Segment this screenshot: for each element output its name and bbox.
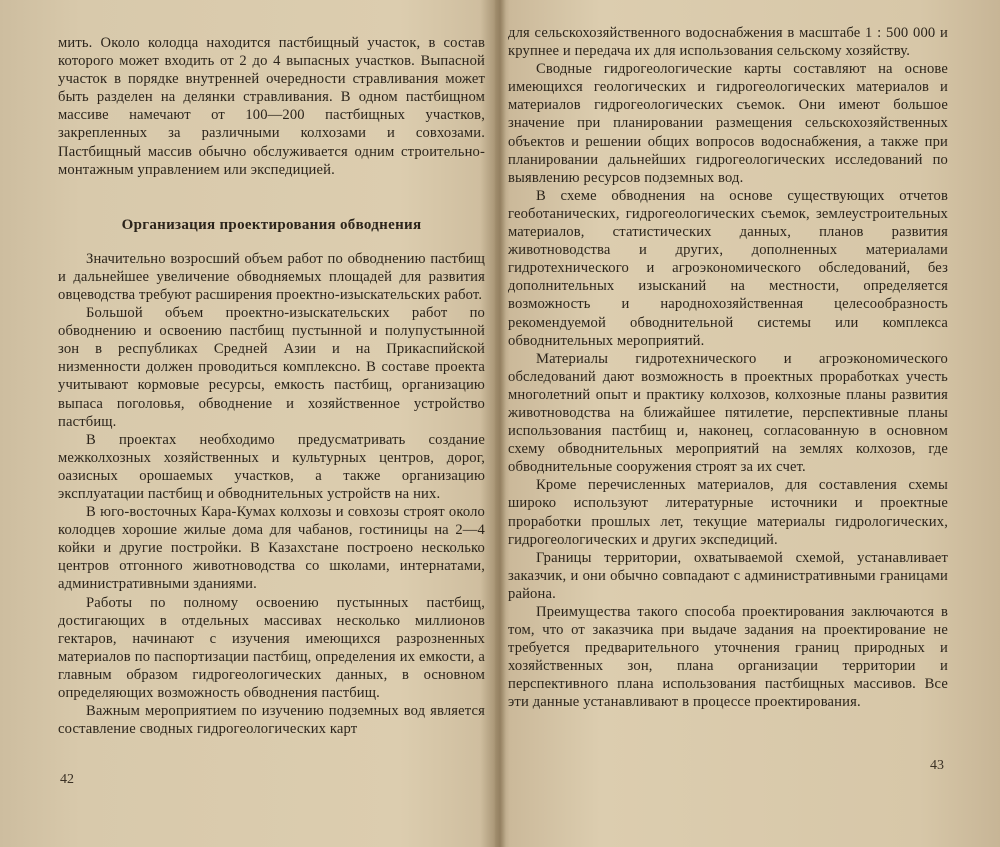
left-paragraph-6: Работы по полному освоению пустынных пастбищ, достигающих в отдельных массивах несколько миллионов гектаров, начинают с изучения имеющихся разрозненных материалов по паспортизации пастбищ, определения их емкости, а главным образом гидрогеологических данных, в основном определяющих возможность обводнения пастбищ. <box>58 594 485 701</box>
right-paragraph-2: Сводные гидрогеологические карты составляют на основе имеющихся геологических и гидрогеологических материалов и материалов гидрогеологических съемок. Они имеют большое значение при планировании размещения сельскохозяйственных объектов и решении общих вопросов водоснабжения, а также при планировании дальнейших гидрогеологических исследований по выявлению ресурсов подземных вод. <box>508 61 948 186</box>
page-number-left: 42 <box>60 772 74 787</box>
right-paragraph-4: Материалы гидротехнического и агроэкономического обследований дают возможность в проектных проработках учесть многолетний опыт и практику колхозов, колхозные планы развития животноводства на ближайшее пятилетие, перспективные планы использования пастбищ и, наконец, согласованную в основном схему обводнительных мероприятий на землях колхозов, где обводнительные сооружения строят за их счет. <box>508 350 948 476</box>
section-heading: Организация проектирования обводнения <box>121 216 422 233</box>
right-paragraph-1: для сельскохозяйственного водоснабжения в масштабе 1 : 500 000 и крупнее и передача их для использования сельскому хозяйству. <box>508 25 948 60</box>
left-paragraph-1: мить. Около колодца находится пастбищный участок, в состав которого может входить от 2 до 4 выпасных участков. Выпасной участок в порядке внутренней очередности стравливания может быть разделен на делянки стравливания. В одном пастбищном массиве намечают от 100—200 пастбищных участков, закрепленных за различными колхозами и совхозами. Пастбищный массив обычно обслуживается одним строительно-монтажным управлением или экспедицией. <box>58 35 485 178</box>
right-paragraph-6: Границы территории, охватываемой схемой, устанавливает заказчик, и они обычно совпадают с административными границами района. <box>508 549 948 602</box>
left-page <box>0 0 497 847</box>
page-number-right: 43 <box>930 758 944 773</box>
left-paragraph-2: Значительно возросший объем работ по обводнению пастбищ и дальнейшее увеличение обводняемых площадей для развития овцеводства требуют расширения проектно-изыскательских работ. <box>58 250 485 303</box>
left-paragraph-5: В юго-восточных Кара-Кумах колхозы и совхозы строят около колодцев хорошие жилые дома для чабанов, гостиницы на 2—4 койки и другие постройки. В Казахстане построено несколько центров отгонного животноводства со школами, интернатами, административными зданиями. <box>58 504 485 593</box>
right-paragraph-3: В схеме обводнения на основе существующих отчетов геоботанических, гидрогеологических съемок, землеустроительных материалов, статистических данных, планов развития животноводства и других, дополненных материалами гидротехнического и агроэкономического обследований, без дополнительных изысканий на местности, определяется возможность и народнохозяйственная целесообразность рекомендуемой обводнительной системы или комплекса обводнительных мероприятий. <box>508 187 948 349</box>
right-page <box>500 0 1000 847</box>
right-paragraph-7: Преимущества такого способа проектирования заключаются в том, что от заказчика при выдаче задания на проектирование не требуется предварительного уточнения границ природных и хозяйственных зон, плана организации территории и перспективного плана использования пастбищных массивов. Все эти данные устанавливают в процессе проектирования. <box>508 604 948 711</box>
left-paragraph-7: Важным мероприятием по изучению подземных вод является составление сводных гидрогеологических карт <box>58 703 485 738</box>
left-paragraph-4: В проектах необходимо предусматривать создание межколхозных хозяйственных и культурных центров, дорог, оазисных орошаемых участков, а также организацию эксплуатации пастбищ и обводнительных устройств на них. <box>58 431 485 502</box>
left-paragraph-3: Большой объем проектно-изыскательских работ по обводнению и освоению пастбищ пустынной и полупустынной зон в республиках Средней Азии и на Прикаспийской низменности должен проводиться комплексно. В составе проекта учитывают кормовые ресурсы, емкость пастбищ, организацию выпаса поголовья, обводнение и хозяйственное устройство пастбищ. <box>58 305 485 430</box>
right-paragraph-5: Кроме перечисленных материалов, для составления схемы широко используют литературные источники и проектные проработки прошлых лет, текущие материалы гидрологических, гидрогеологических и других экспедиций. <box>508 477 948 548</box>
